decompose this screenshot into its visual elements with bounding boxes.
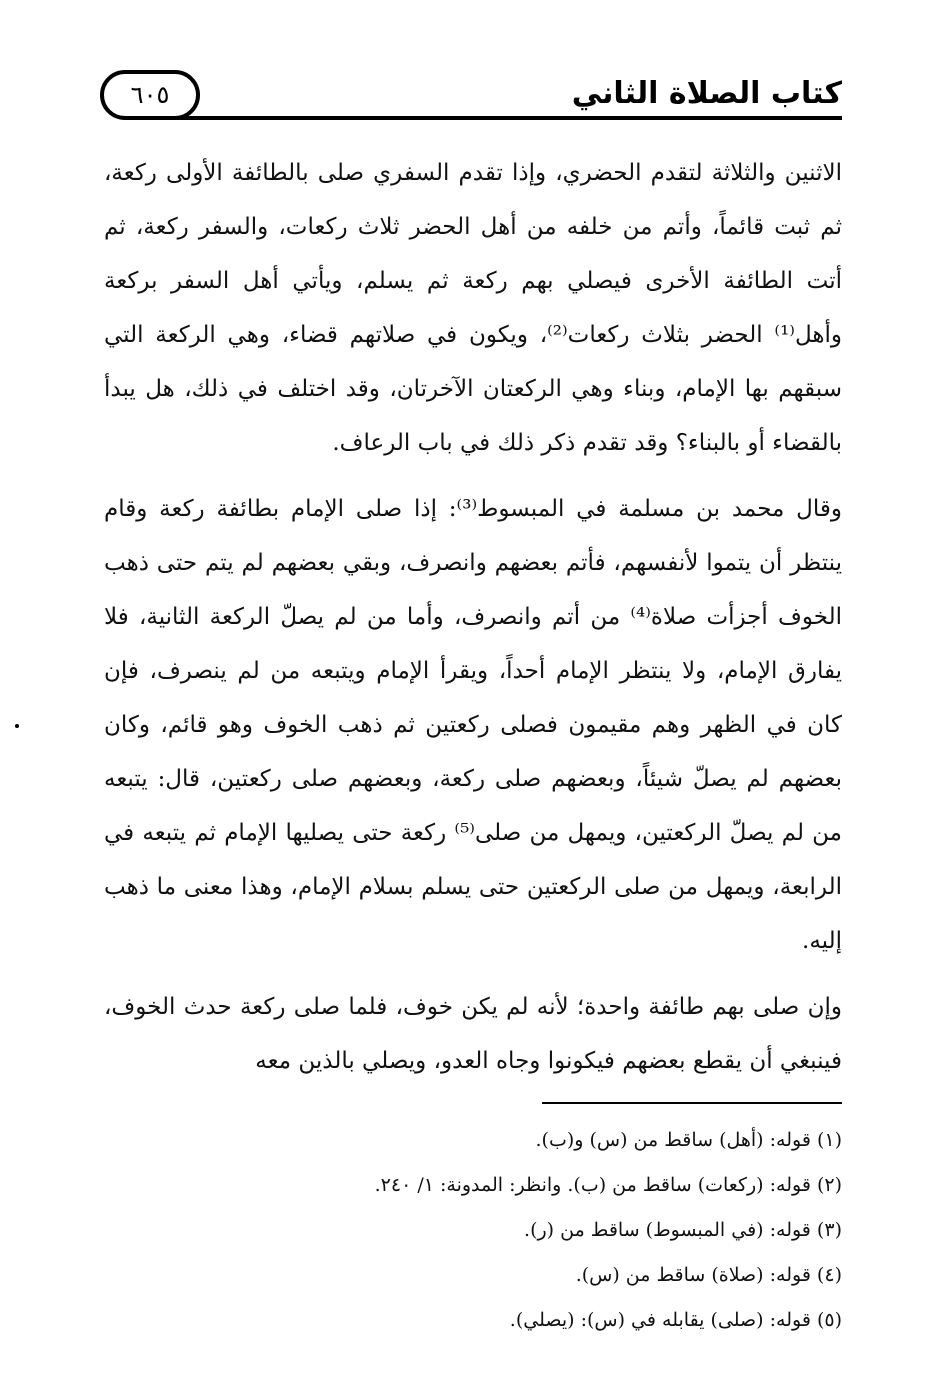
page-number-oval <box>100 70 200 120</box>
footnote-separator <box>542 1102 842 1104</box>
paragraph-2: وقال محمد بن مسلمة في المبسوط⁽³⁾: إذا صلى الإمام بطائفة ركعة وقام ينتظر أن يتموا لأنفسهم، فأتم بعضهم وانصرف، وبقي بعضهم لم يتم حتى ذهب الخوف أجزأت صلاة⁽⁴⁾ من أتم وانصرف، وأما من لم يصلّ الركعة الثانية، فلا يفارق الإمام، ولا ينتظر الإمام أحداً، ويقرأ الإمام ويتبعه من لم ينصرف، فإن كان في الظهر وهم مقيمون فصلى ركعتين ثم ذهب الخوف وهو قائم، وكان بعضهم لم يصلّ شيئاً، وبعضهم صلى ركعة، وبعضهم صلى ركعتين، قال: يتبعه من لم يصلّ الركعتين، ويمهل من صلى⁽⁵⁾ ركعة حتى يصليها الإمام ثم يتبعه في الرابعة، ويمهل من صلى الركعتين حتى يسلم بسلام الإمام، وهذا معنى ما ذهب إليه. <box>104 496 842 954</box>
footnote-2: (٢) قوله: (ركعات) ساقط من (ب). وانظر: المدونة: ١/ ٢٤٠. <box>374 1174 842 1196</box>
paragraph-1: الاثنين والثلاثة لتقدم الحضري، وإذا تقدم السفري صلى بالطائفة الأولى ركعة، ثم ثبت قائماً، وأتم من خلفه من أهل الحضر ثلاث ركعات، والسفر ركعة، ثم أتت الطائفة الأخرى فيصلي بهم ركعة ثم يسلم، ويأتي أهل السفر بركعة وأهل⁽¹⁾ الحضر بثلاث ركعات⁽²⁾، ويكون في صلاتهم قضاء، وهي الركعة التي سبقهم بها الإمام، وبناء وهي الركعتان الآخرتان، وقد اختلف في ذلك، هل يبدأ بالقضاء أو بالبناء؟ وقد تقدم ذكر ذلك في باب الرعاف. <box>104 160 842 456</box>
margin-dot <box>15 724 19 728</box>
paragraph-3: وإن صلى بهم طائفة واحدة؛ لأنه لم يكن خوف، فلما صلى ركعة حدث الخوف، فينبغي أن يقطع بعضهم فيكونوا وجاه العدو، ويصلي بالذين معه <box>104 994 842 1074</box>
running-title: كتاب الصلاة الثاني <box>571 76 842 111</box>
page-header <box>100 66 842 130</box>
footnote-3: (٣) قوله: (في المبسوط) ساقط من (ر). <box>524 1219 842 1241</box>
body-text <box>104 146 842 1100</box>
page-number: ٦٠٥ <box>130 81 170 109</box>
header-rule <box>160 116 842 120</box>
footnote-4: (٤) قوله: (صلاة) ساقط من (س). <box>575 1264 842 1286</box>
footnote-1: (١) قوله: (أهل) ساقط من (س) و(ب). <box>535 1129 842 1151</box>
footnotes <box>104 1118 842 1343</box>
footnote-5: (٥) قوله: (صلى) يقابله في (س): (يصلي). <box>509 1309 842 1331</box>
